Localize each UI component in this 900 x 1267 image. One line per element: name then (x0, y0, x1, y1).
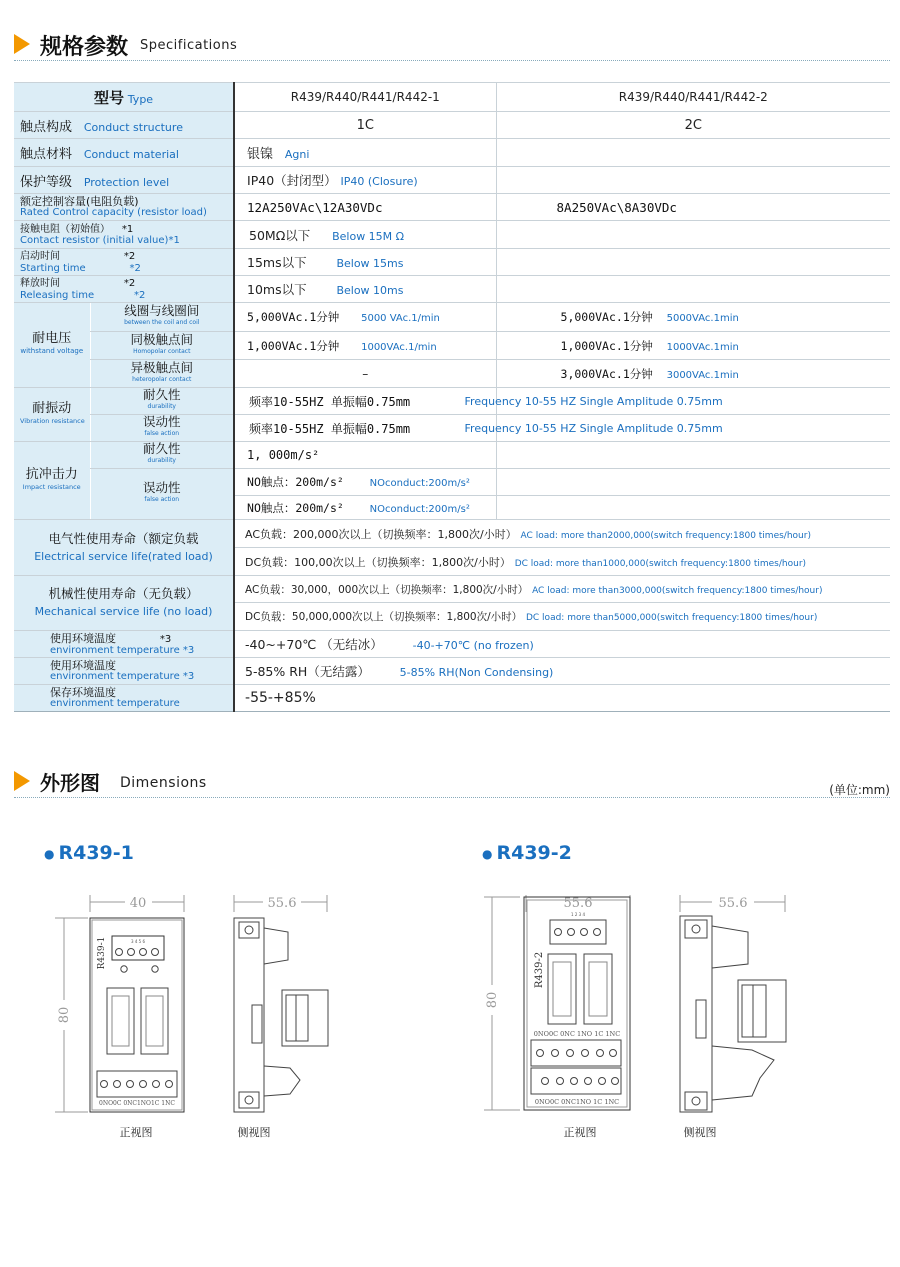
electrical-life-ac-value-en: AC load: more than2000,000(switch frequency:1800 times/hour) (520, 530, 811, 541)
dim-unit: (单位:mm) (829, 783, 890, 797)
impact-durability-label-en: durability (147, 457, 176, 464)
mechanical-life-dc-value: DC负载：50,000,000次以上（切换频率：1,800次/小时） (245, 611, 523, 623)
withstand-hetero-label-en: heteropolar contact (132, 375, 192, 383)
vibration-durability-value: 频率10-55HZ 单振幅0.75mm (234, 388, 496, 415)
vibration-durability-label: 耐久性 (143, 387, 181, 402)
electrical-life-label-en: Electrical service life(rated load) (34, 549, 213, 563)
withstand-coil-value-2: 5,000VAc.1分钟 (560, 310, 653, 324)
bullet-dot-icon: ● (44, 846, 55, 861)
row-releasing-time: 释放时间 *2 Releasing time *2 10ms以下 Below 10ms (14, 276, 890, 303)
storage-temp-label: 保存环境温度 (50, 686, 116, 699)
r439-1-width-dim: 40 (129, 896, 147, 911)
svg-text:0NO0C 0NC1NO 1C 1NC: 0NO0C 0NC1NO 1C 1NC (534, 1098, 620, 1106)
svg-text:0NO0C 0NC1NO1C 1NC: 0NO0C 0NC1NO1C 1NC (99, 1100, 175, 1107)
withstand-coil-label: 线圈与线圈间 (124, 303, 200, 318)
starting-time-label-en: Starting time (20, 263, 86, 274)
releasing-time-label-en: Releasing time (20, 290, 95, 301)
r439-2-side-view (680, 895, 786, 1112)
vibration-durability-value-en: Frequency 10-55 HZ Single Amplitude 0.75mm (464, 395, 723, 408)
contact-structure-label-en: Conduct structure (83, 120, 183, 134)
mechanical-life-label-en: Mechanical service life (no load) (34, 605, 213, 618)
withstand-coil-value-2-en: 5000VAc.1min (666, 313, 739, 324)
electrical-life-dc-value-en: DC load: more than1000,000(switch frequency:1800 times/hour) (514, 558, 807, 569)
env-humidity-label-en: environment temperature *3 (50, 671, 195, 682)
withstand-homo-label: 同极触点间 (130, 331, 194, 347)
env-humidity-label: 使用环境温度 (50, 659, 116, 672)
protection-value-en: IP40 (Closure) (340, 175, 418, 188)
contact-material-label-en: Conduct material (83, 148, 179, 161)
withstand-label-en: withstand voltage (20, 347, 84, 355)
contact-structure-value-1: 1C (234, 112, 496, 139)
impact-false-label: 误动性 (143, 480, 181, 495)
withstand-homo-value-2: 1,000VAc.1分钟 (560, 338, 653, 353)
releasing-time-value: 10ms以下 (247, 282, 307, 297)
withstand-coil-value-1-en: 5000 VAc.1/min (361, 313, 440, 324)
vibration-false-label-en: false action (144, 430, 180, 437)
withstand-homo-value-2-en: 1000VAc.1min (666, 341, 739, 353)
type-value-2: R439/R440/R441/R442-2 (496, 83, 890, 112)
env-temp-label-en: environment temperature *3 (50, 644, 195, 656)
contact-resistor-label: 接触电阻（初始值） (20, 224, 110, 235)
mechanical-life-label: 机械性使用寿命（无负载） (48, 586, 199, 601)
bullet-dot-icon: ● (482, 846, 493, 861)
model-r439-1-title: ● R439-1 (44, 842, 134, 864)
impact-false-label-en: false action (144, 496, 180, 503)
storage-temp-label-en: environment temperature (50, 698, 180, 709)
starting-time-label: 启动时间 (20, 251, 60, 262)
r439-2-side-width-dim: 55.6 (718, 896, 748, 911)
contact-material-value: 银镍 (247, 147, 274, 162)
starting-time-mark-en: *2 (129, 263, 141, 274)
contact-structure-label: 触点构成 (20, 119, 73, 135)
r439-2-width-dim: 55.6 (563, 896, 593, 911)
env-temp-value: -40~+70℃ （无结冰） (245, 637, 383, 652)
impact-false-value-a: NO触点：200m/s² (247, 475, 344, 489)
impact-durability-label: 耐久性 (143, 441, 181, 456)
rated-capacity-value-1: 12A250VAc\12A30VDc (234, 194, 496, 221)
withstand-coil-value-1: 5,000VAc.1分钟 (247, 310, 340, 324)
r439-2-side-caption: 侧视图 (683, 1126, 717, 1139)
withstand-homo-value-1-en: 1000VAc.1/min (361, 341, 437, 353)
mechanical-life-ac-value: AC负载：30,000，000次以上（切换频率：1,800次/小时） (245, 583, 529, 596)
protection-label-en: Protection level (83, 175, 170, 189)
withstand-hetero-value-2: 3,000VAc.1分钟 (560, 366, 653, 381)
type-label-en: Type (127, 92, 154, 106)
contact-resistor-label-en: Contact resistor (initial value)*1 (20, 235, 180, 246)
starting-time-value-en: Below 15ms (336, 257, 404, 270)
withstand-hetero-label: 异极触点间 (130, 359, 194, 375)
vibration-label-en: Vibration resistance (20, 416, 85, 425)
contact-structure-value-2: 2C (496, 112, 890, 139)
dim-title-cn: 外形图 (40, 771, 100, 795)
impact-label: 抗冲击力 (25, 466, 78, 482)
electrical-life-dc-value: DC负载：100,00次以上（切换频率：1,800次/小时） (245, 555, 511, 569)
dim-title-en: Dimensions (120, 775, 207, 791)
r439-1-front-view (55, 895, 184, 1112)
r439-1-side-caption: 侧视图 (237, 1126, 271, 1139)
releasing-time-value-en: Below 10ms (336, 284, 404, 297)
withstand-homo-label-en: Homopolar contact (133, 347, 191, 355)
r439-2-front-view (484, 895, 630, 1110)
releasing-time-label: 释放时间 (20, 278, 60, 289)
r439-1-label: R439-1 (97, 936, 107, 970)
svg-text:1 2 3 4: 1 2 3 4 (571, 912, 585, 917)
model-r439-2-title: ● R439-2 (482, 842, 572, 864)
contact-material-value-en: Agni (284, 148, 310, 161)
impact-false-value-b-en: NOconduct:200m/s² (369, 503, 470, 515)
starting-time-mark: *2 (123, 251, 136, 262)
r439-2-height-dim: 80 (485, 991, 500, 1009)
r439-2-front-caption: 正视图 (563, 1126, 597, 1139)
vibration-false-value: 频率10-55HZ 单振幅0.75mm (234, 415, 496, 442)
starting-time-value: 15ms以下 (247, 255, 307, 270)
spec-title-en: Specifications (140, 38, 238, 53)
env-humidity-value-en: 5-85% RH(Non Condensing) (399, 666, 554, 679)
impact-durability-value: 1, 000m/s² (234, 442, 496, 469)
spec-title-cn: 规格参数 (40, 35, 129, 60)
svg-text:0NO0C 0NC 1NO 1C 1NC: 0NO0C 0NC 1NO 1C 1NC (533, 1030, 621, 1038)
r439-1-side-view (234, 895, 328, 1112)
withstand-coil-label-en: between the coil and coil (124, 319, 200, 326)
impact-label-en: Impact resistance (22, 482, 81, 491)
vibration-durability-label-en: durability (147, 403, 176, 410)
r439-1-side-width-dim: 55.6 (267, 896, 297, 911)
releasing-time-mark: *2 (123, 278, 136, 289)
mechanical-life-dc-value-en: DC load: more than5000,000(switch frequency:1800 times/hour) (525, 613, 818, 623)
vibration-label: 耐振动 (32, 400, 72, 416)
withstand-hetero-value-2-en: 3000VAc.1min (666, 369, 739, 381)
r439-1-height-dim: 80 (57, 1006, 72, 1024)
vibration-false-value-en: Frequency 10-55 HZ Single Amplitude 0.75mm (464, 422, 723, 435)
impact-false-value-a-en: NOconduct:200m/s² (369, 478, 470, 489)
r439-1-front-caption: 正视图 (119, 1126, 153, 1139)
protection-value: IP40（封闭型） (247, 173, 337, 188)
withstand-homo-value-1: 1,000VAc.1分钟 (247, 338, 340, 353)
type-label: 型号 (93, 88, 124, 107)
rated-capacity-value-2: 8A250VAc\8A30VDc (496, 194, 890, 221)
withstand-hetero-value-1: – (234, 360, 496, 388)
rated-capacity-label-en: Rated Control capacity (resistor load) (20, 207, 207, 218)
contact-material-label: 触点材料 (20, 147, 73, 162)
vibration-false-label: 误动性 (143, 414, 181, 429)
electrical-life-label: 电气性使用寿命（额定负载 (48, 530, 199, 546)
contact-resistor-mark: *1 (121, 224, 134, 235)
env-temp-value-en: -40-+70℃ (no frozen) (412, 639, 534, 652)
storage-temp-value: -55-+85% (234, 685, 890, 712)
rated-capacity-label: 额定控制容量(电阻负载) (20, 195, 139, 208)
env-temp-label: 使用环境温度 (50, 631, 116, 645)
contact-resistor-value-en: Below 15M Ω (332, 229, 405, 243)
env-humidity-value: 5-85% RH（无结露） (245, 664, 370, 679)
type-value-1: R439/R440/R441/R442-1 (234, 83, 496, 112)
env-temp-mark: *3 (159, 633, 172, 645)
r439-2-label: R439-2 (534, 951, 545, 989)
svg-text:3 4 5 6: 3 4 5 6 (131, 939, 145, 944)
electrical-life-ac-value: AC负载：200,000次以上（切换频率：1,800次/小时） (245, 527, 517, 541)
withstand-label: 耐电压 (32, 331, 72, 346)
protection-label: 保护等级 (20, 174, 73, 190)
contact-resistor-value: 50MΩ以下 (249, 227, 311, 243)
mechanical-life-ac-value-en: AC load: more than3000,000(switch frequency:1800 times/hour) (532, 585, 823, 596)
impact-false-value-b: NO触点：200m/s² (247, 500, 344, 515)
